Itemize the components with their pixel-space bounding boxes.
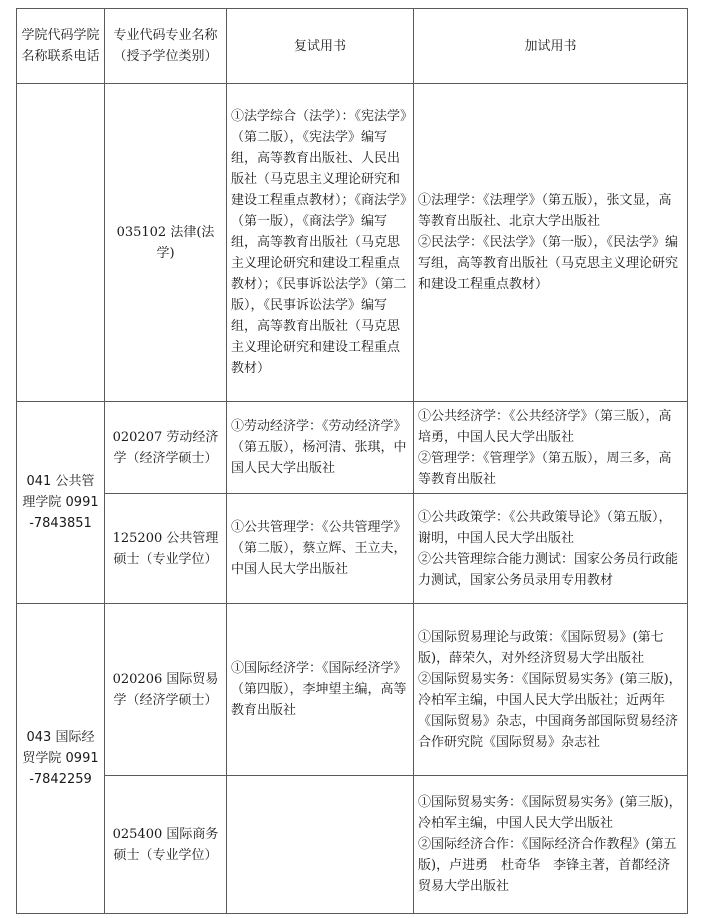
fushi-cell [227,84,414,402]
major-cell: 020207 劳动经济学（经济学硕士） [105,402,227,494]
fushi-book: ①劳动经济学：《劳动经济学》（第五版），杨河清、张琪，中国人民大学出版社 [231,419,407,476]
header-college: 学院代码学院名称联系电话 [17,9,105,84]
fushi-book: ①公共管理学：《公共管理学》（第二版），蔡立辉、王立夫，中国人民大学出版社 [231,520,407,577]
fushi-cell [227,494,414,604]
jiashi-book: ②国际经济合作：《国际经济合作教程》(第五版)，卢进勇 杜奇华 李锋主著，首都经济贸易大学出版社 [418,837,677,894]
jiashi-cell [414,494,688,604]
fushi-book: ①国际经济学：《国际经济学》（第四版），李坤望主编，高等教育出版社 [231,661,407,718]
jiashi-book: ②公共管理综合能力测试：国家公务员行政能力测试，国家公务员录用专用教材 [418,551,679,588]
jiashi-book: ②管理学：《管理学》（第五版），周三多，高等教育出版社 [418,450,672,487]
fushi-cell [227,604,414,776]
table-row [17,84,688,402]
jiashi-book: ①国际贸易理论与政策：《国际贸易》(第七版)，薛荣久，对外经济贸易大学出版社 [418,629,664,666]
table-row [17,604,688,776]
jiashi-book: ①国际贸易实务：《国际贸易实务》(第三版)，冷柏军主编，中国人民大学出版社 [418,795,682,831]
header-major: 专业代码专业名称（授予学位类别） [105,9,227,84]
jiashi-book: ①法理学：《法理学》（第五版），张文显，高等教育出版社、北京大学出版社 [418,193,672,229]
jiashi-cell [414,402,688,494]
fushi-cell [227,776,414,914]
jiashi-book: ②民法学：《民法学》（第一版），《民法学》编写组，高等教育出版社（马克思主义理论研究和建设工程重点教材） [418,235,679,292]
jiashi-book: ①公共政策学：《公共政策导论》（第五版），谢明，中国人民大学出版社 [418,509,672,546]
college-cell: 043 国际经贸学院 0991-7842259 [17,604,105,914]
college-cell: 041 公共管理学院 0991-7843851 [17,402,105,604]
college-cell [17,84,105,402]
fushi-cell [227,402,414,494]
major-cell: 020206 国际贸易学（经济学硕士） [105,604,227,776]
header-fushi: 复试用书 [227,9,414,84]
jiashi-cell [414,84,688,402]
jiashi-cell [414,776,688,914]
table-row [17,776,688,914]
table-row [17,402,688,494]
major-cell: 035102 法律(法学) [105,84,227,402]
major-cell: 125200 公共管理硕士（专业学位） [105,494,227,604]
jiashi-book: ②国际贸易实务：《国际贸易实务》(第三版)，冷柏军主编，中国人民大学出版社；近两年《国际贸易》杂志，中国商务部国际贸易经济合作研究院《国际贸易》杂志社 [418,671,682,750]
table-row [17,494,688,604]
major-cell: 025400 国际商务硕士（专业学位） [105,776,227,914]
header-row [17,9,688,84]
jiashi-book: ①公共经济学：《公共经济学》（第三版），高培勇，中国人民大学出版社 [418,408,672,445]
textbook-table [16,8,688,914]
jiashi-cell [414,604,688,776]
fushi-book: ①法学综合（法学）：《宪法学》（第二版），《宪法学》编写组，高等教育出版社、人民出版社（马克思主义理论研究和建设工程重点教材）；《商法学》（第一版），《商法学》编写组，高等教育出版社（马克思主义理论研究和建设工程重点教材）；《民事诉讼法学》（第二版），《民事诉讼法学》编写组，高等教育出版社（马克思主义理论研究和建设工程重点教材） [231,109,407,376]
header-jiashi: 加试用书 [414,9,688,84]
